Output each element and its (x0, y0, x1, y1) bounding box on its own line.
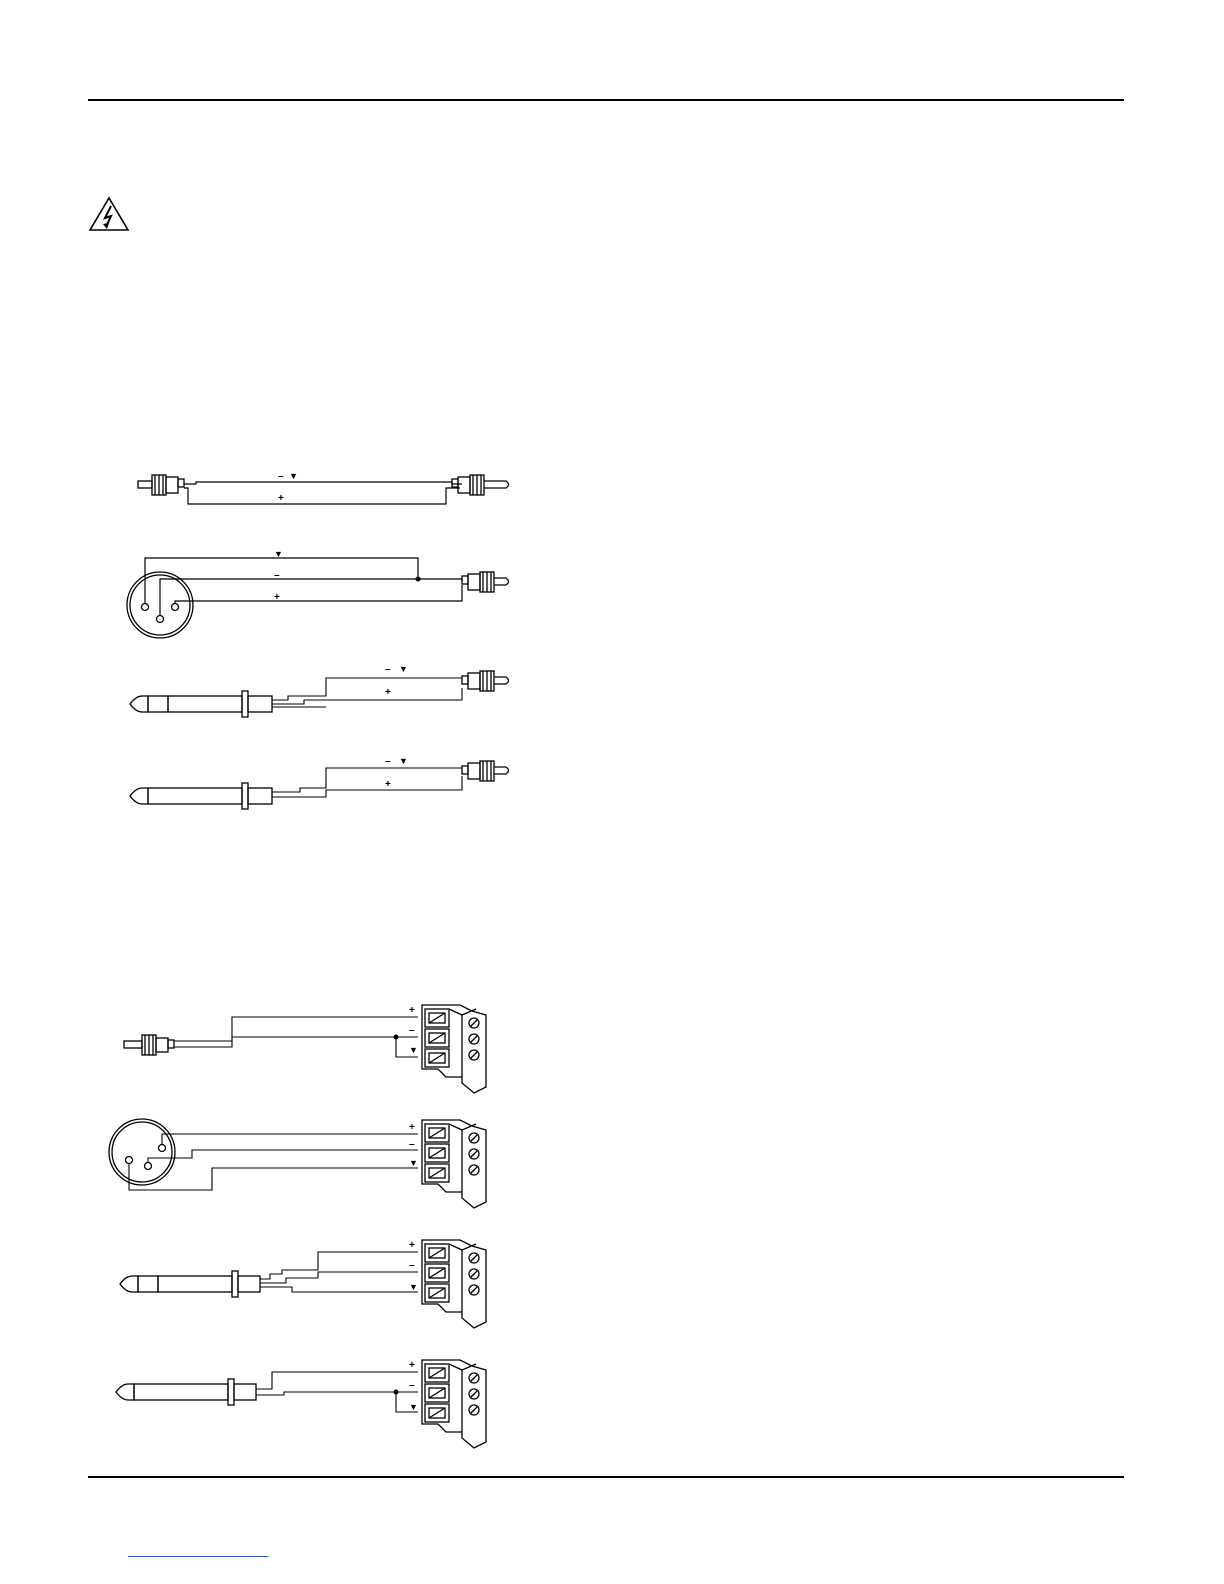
trs-plug (120, 1271, 260, 1297)
minus-label: – (409, 1380, 415, 1391)
header-rule (88, 99, 1124, 101)
trs-to-rca-cable-diagram (100, 660, 530, 722)
ground-label: ▼ (274, 549, 283, 559)
rca-plug (124, 1035, 174, 1055)
terminal-block (422, 1005, 486, 1093)
rca-to-terminal-block-diagram (100, 995, 500, 1095)
plus-label: + (278, 493, 284, 504)
trs-to-terminal-block-diagram (100, 1230, 500, 1330)
plus-label: + (409, 1240, 415, 1251)
rca-plug (462, 572, 509, 592)
ts-to-terminal-block-diagram (100, 1350, 500, 1450)
terminal-block (422, 1120, 486, 1208)
plus-label: + (385, 779, 391, 790)
trs-plug (130, 691, 272, 717)
xlr-to-terminal-block-diagram (100, 1110, 500, 1210)
plus-label: + (409, 1122, 415, 1133)
ground-label: ▼ (409, 1282, 418, 1292)
electrical-warning-icon (88, 196, 130, 232)
plus-label: + (409, 1005, 415, 1016)
ts-plug (116, 1379, 256, 1405)
minus-label: – (385, 756, 391, 767)
ground-label: ▼ (409, 1158, 418, 1168)
rca-plug (462, 671, 509, 691)
xlr-connector (109, 1119, 175, 1185)
terminal-block (422, 1360, 486, 1448)
plus-label: + (274, 592, 280, 603)
rca-to-rca-cable-diagram (100, 462, 530, 522)
ts-plug (130, 783, 272, 809)
minus-label: – (385, 664, 391, 675)
plus-label: + (409, 1360, 415, 1371)
footer-link-underline[interactable] (128, 1556, 268, 1557)
ground-label: ▼ (409, 1402, 418, 1412)
minus-label: – (409, 1025, 415, 1036)
minus-label: – (409, 1260, 415, 1271)
minus-label: – (278, 471, 284, 482)
footer-rule (88, 1476, 1124, 1478)
ground-label: ▼ (409, 1045, 418, 1055)
ground-label: ▼ (399, 664, 408, 674)
plus-label: + (385, 687, 391, 698)
rca-plug (462, 761, 509, 781)
minus-label: – (274, 570, 280, 581)
ground-label: ▼ (289, 471, 298, 481)
ts-to-rca-cable-diagram (100, 752, 530, 814)
xlr-to-rca-cable-diagram (100, 545, 530, 645)
rca-plug-left (138, 475, 184, 495)
ground-label: ▼ (399, 756, 408, 766)
rca-plug-right (452, 475, 509, 495)
terminal-block (422, 1240, 486, 1328)
minus-label: – (409, 1139, 415, 1150)
